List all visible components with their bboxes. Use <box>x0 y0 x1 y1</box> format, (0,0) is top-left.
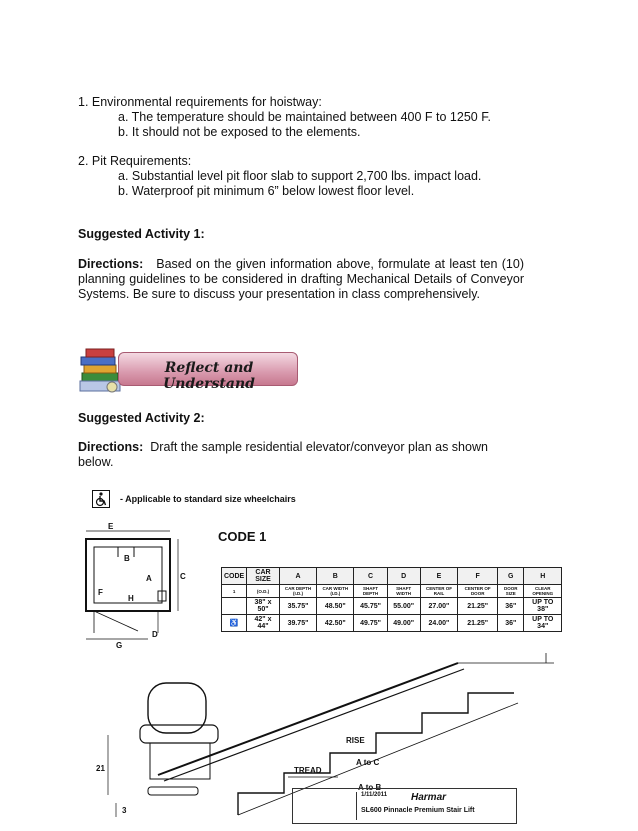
spec-subheader: (O.D.) <box>247 585 280 598</box>
spec-subheader: CAR WIDTH (I.D.) <box>317 585 354 598</box>
spec-header: A <box>279 568 317 585</box>
section2-heading: 2. Pit Requirements: <box>78 154 192 168</box>
spec-header: H <box>524 568 562 585</box>
spec-header: C <box>354 568 387 585</box>
table-cell: 48.50" <box>317 598 354 615</box>
table-row <box>222 615 562 632</box>
table-cell: 36" <box>498 615 524 632</box>
table-cell: 49.00" <box>387 615 420 632</box>
spec-subheader: CENTER OF RAIL <box>420 585 458 598</box>
table-row <box>222 598 562 615</box>
title-block <box>292 788 517 824</box>
title-block-left <box>297 792 357 820</box>
table-cell: 42.50" <box>317 615 354 632</box>
spec-table <box>221 567 562 632</box>
reflect-banner <box>78 343 300 395</box>
table-cell <box>222 598 247 615</box>
plan-label-e: E <box>108 522 114 531</box>
section1-heading: 1. Environmental requirements for hoistway: <box>78 95 322 109</box>
stair-label-21: 21 <box>96 764 105 773</box>
activity2-title: Suggested Activity 2: <box>78 411 205 425</box>
table-cell: 45.75" <box>354 598 387 615</box>
spec-header: CODE <box>222 568 247 585</box>
table-cell: 27.00" <box>420 598 458 615</box>
activity2-directions-label: Directions: <box>78 440 144 454</box>
reflect-banner-label: Reflect and Understand <box>163 360 255 392</box>
activity2-directions-line2: below. <box>78 455 114 469</box>
table-cell: 49.75" <box>354 615 387 632</box>
table-cell: 42" x 44" <box>247 615 280 632</box>
spec-header: F <box>458 568 498 585</box>
plan-label-h: H <box>128 594 134 603</box>
title-block-brand: Harmar <box>411 792 447 803</box>
stair-label-3: 3 <box>122 806 127 815</box>
spec-subheader: SHAFT WIDTH <box>387 585 420 598</box>
plan-label-c: C <box>180 572 186 581</box>
table-cell: 35.75" <box>279 598 317 615</box>
title-block-date: 1/11/2011 <box>361 792 388 798</box>
plan-label-f: F <box>98 588 103 597</box>
table-cell: 21.25" <box>458 615 498 632</box>
plan-labels <box>78 521 198 651</box>
spec-subheader: CLEAR OPENING <box>524 585 562 598</box>
table-cell: UP TO 38" <box>524 598 562 615</box>
spec-header: CAR SIZE <box>247 568 280 585</box>
table-cell: 24.00" <box>420 615 458 632</box>
reflect-banner-bar <box>118 352 298 392</box>
activity2-directions <box>78 440 488 455</box>
section2-item-a: a. Substantial level pit floor slab to support 2,700 lbs. impact load. <box>118 169 482 183</box>
spec-subheader: CENTER OF DOOR <box>458 585 498 598</box>
spec-header-row <box>222 568 562 585</box>
spec-header: E <box>420 568 458 585</box>
spec-subheader-row <box>222 585 562 598</box>
activity2-directions-line1: Draft the sample residential elevator/conveyor plan as shown <box>150 440 488 454</box>
spec-subheader: 1 <box>222 585 247 598</box>
stair-label-a-to-b: A to B <box>358 783 382 792</box>
elevator-drawing <box>78 485 562 825</box>
section2-item-b: b. Waterproof pit minimum 6” below lowest floor level. <box>118 184 415 198</box>
activity1-directions-text: Based on the given information above, formulate at least ten (10) planning guidelines to be considered in drafting Mechanical Details of Conveyor Systems. Be sure to discuss your presentation in class comprehensively. <box>78 257 524 301</box>
table-cell: 38" x 50" <box>247 598 280 615</box>
spec-header: B <box>317 568 354 585</box>
spec-header: D <box>387 568 420 585</box>
plan-label-b: B <box>124 554 130 563</box>
stair-label-rise: RISE <box>346 736 365 745</box>
plan-label-d: D <box>152 630 158 639</box>
section1-item-a: a. The temperature should be maintained between 400 F to 1250 F. <box>118 110 491 124</box>
table-cell: 21.25" <box>458 598 498 615</box>
table-cell: UP TO 34" <box>524 615 562 632</box>
activity1-directions-label: Directions: <box>78 257 144 271</box>
plan-label-g: G <box>116 641 123 650</box>
spec-subheader: SHAFT DEPTH <box>354 585 387 598</box>
title-block-product: SL600 Pinnacle Premium Stair Lift <box>361 807 475 814</box>
table-cell: 55.00" <box>387 598 420 615</box>
code-title: CODE 1 <box>218 529 267 544</box>
wheelchair-note: - Applicable to standard size wheelchairs <box>120 494 296 504</box>
spec-subheader: CAR DEPTH (I.D.) <box>279 585 317 598</box>
activity1-directions <box>78 257 524 302</box>
stair-label-a-to-c: A to C <box>356 758 380 767</box>
plan-label-a: A <box>146 574 152 583</box>
table-cell: 39.75" <box>279 615 317 632</box>
stair-label-tread: TREAD <box>294 766 322 775</box>
spec-header: G <box>498 568 524 585</box>
activity1-title: Suggested Activity 1: <box>78 227 205 241</box>
section1-item-b: b. It should not be exposed to the elements. <box>118 125 361 139</box>
table-cell: ♿ <box>222 615 247 632</box>
spec-subheader: DOOR SIZE <box>498 585 524 598</box>
table-cell: 36" <box>498 598 524 615</box>
wheelchair-icon <box>92 490 110 508</box>
